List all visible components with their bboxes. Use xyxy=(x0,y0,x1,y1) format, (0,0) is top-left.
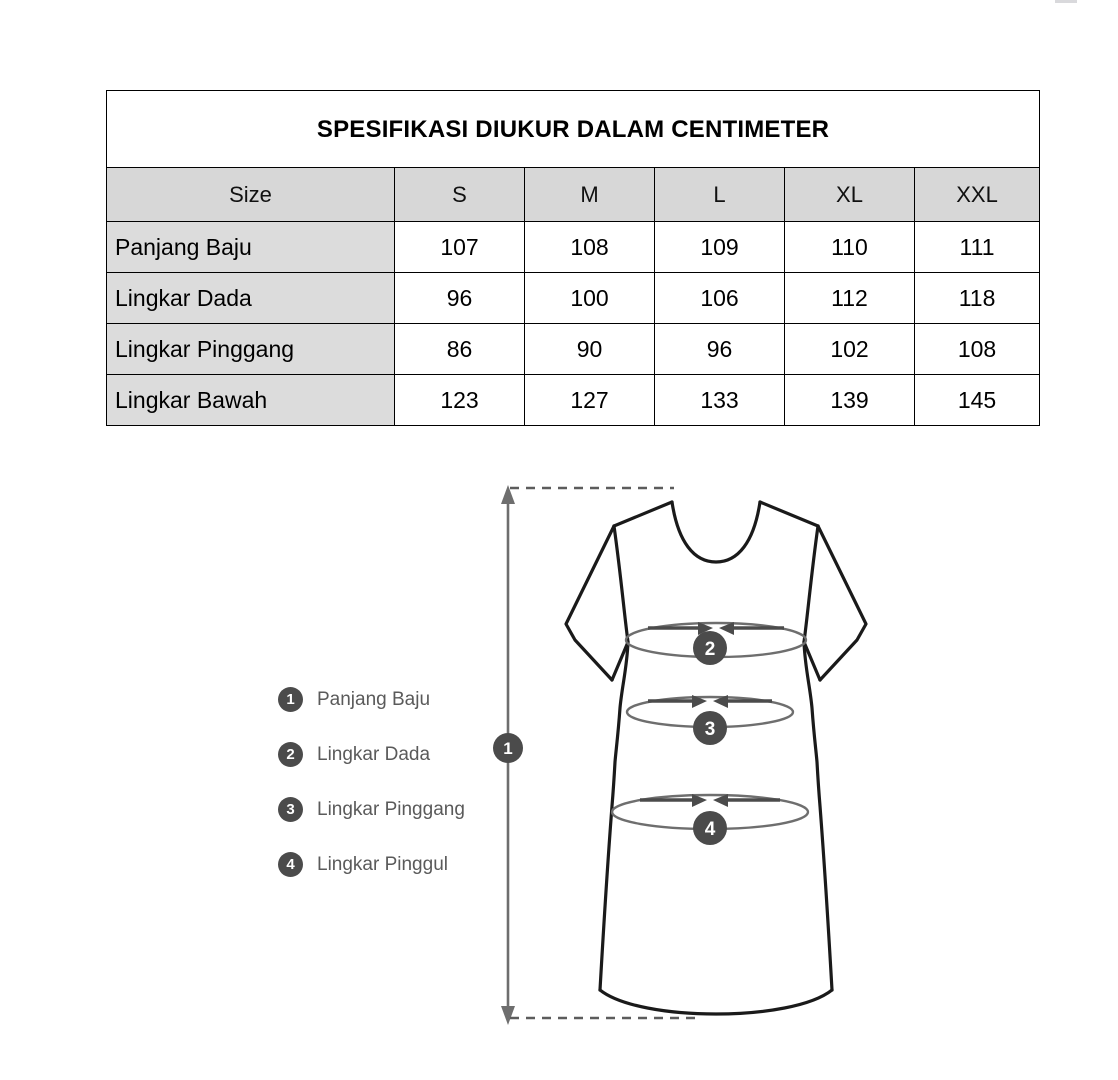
diagram-marker-4 xyxy=(693,811,727,845)
row-label-lingkar-bawah: Lingkar Bawah xyxy=(107,375,395,426)
cell-lingkar-dada-s: 96 xyxy=(395,273,525,324)
diagram-marker-2 xyxy=(693,631,727,665)
cell-lingkar-pinggang-xl: 102 xyxy=(785,324,915,375)
cell-lingkar-bawah-l: 133 xyxy=(655,375,785,426)
row-label-lingkar-pinggang: Lingkar Pinggang xyxy=(107,324,395,375)
legend-item-panjang-baju xyxy=(278,672,518,727)
legend-badge-2-icon: 2 xyxy=(278,742,303,767)
table-row xyxy=(107,375,1040,426)
legend-badge-4-icon: 4 xyxy=(278,852,303,877)
cell-lingkar-dada-l: 106 xyxy=(655,273,785,324)
length-arrow-down-icon xyxy=(501,1006,515,1025)
table-row xyxy=(107,222,1040,273)
cell-lingkar-bawah-xxl: 145 xyxy=(915,375,1040,426)
page-title: SPESIFIKASI DIUKUR DALAM CENTIMETER xyxy=(316,116,830,143)
legend-label-lingkar-dada: Lingkar Dada xyxy=(317,743,431,765)
size-chart-table xyxy=(106,90,1040,426)
marker-3-number: 3 xyxy=(704,719,716,740)
table-row xyxy=(107,324,1040,375)
cell-lingkar-bawah-xl: 139 xyxy=(785,375,915,426)
diagram-marker-3 xyxy=(693,711,727,745)
legend-badge-1-icon: 1 xyxy=(278,687,303,712)
cell-lingkar-pinggang-s: 86 xyxy=(395,324,525,375)
marker-4-number: 4 xyxy=(704,819,716,840)
cell-panjang-baju-s: 107 xyxy=(395,222,525,273)
table-header-row xyxy=(107,168,1040,222)
cell-panjang-baju-m: 108 xyxy=(525,222,655,273)
legend-badge-3-icon: 3 xyxy=(278,797,303,822)
column-header-xl: XL xyxy=(785,168,915,222)
table-title-cell xyxy=(107,91,1040,168)
legend-label-panjang-baju: Panjang Baju xyxy=(317,688,431,710)
cell-lingkar-bawah-s: 123 xyxy=(395,375,525,426)
cell-lingkar-dada-m: 100 xyxy=(525,273,655,324)
column-header-xxl: XXL xyxy=(915,168,1040,222)
legend-label-lingkar-pinggul: Lingkar Pinggul xyxy=(317,853,448,875)
row-label-lingkar-dada: Lingkar Dada xyxy=(107,273,395,324)
cell-panjang-baju-l: 109 xyxy=(655,222,785,273)
marker-1-number: 1 xyxy=(503,739,513,758)
length-guide-dashed-lines xyxy=(510,488,700,1018)
cell-lingkar-pinggang-m: 90 xyxy=(525,324,655,375)
cell-lingkar-dada-xxl: 118 xyxy=(915,273,1040,324)
dress-outline-icon xyxy=(566,502,866,1014)
legend-item-lingkar-pinggang xyxy=(278,782,518,837)
column-header-m: M xyxy=(525,168,655,222)
cell-lingkar-pinggang-l: 96 xyxy=(655,324,785,375)
measurement-legend xyxy=(278,672,518,892)
cell-lingkar-dada-xl: 112 xyxy=(785,273,915,324)
table-title-row xyxy=(107,91,1040,168)
table-row xyxy=(107,273,1040,324)
top-edge-artifact xyxy=(1055,0,1077,3)
column-header-s: S xyxy=(395,168,525,222)
marker-2-number: 2 xyxy=(704,639,716,660)
cell-lingkar-bawah-m: 127 xyxy=(525,375,655,426)
size-chart-table-container xyxy=(106,90,1031,426)
legend-label-lingkar-pinggang: Lingkar Pinggang xyxy=(317,798,465,820)
cell-lingkar-pinggang-xxl: 108 xyxy=(915,324,1040,375)
cell-panjang-baju-xl: 110 xyxy=(785,222,915,273)
column-header-size-label: Size xyxy=(107,168,395,222)
legend-item-lingkar-pinggul xyxy=(278,837,518,892)
dress-measurement-diagram xyxy=(0,450,1118,1080)
column-header-l: L xyxy=(655,168,785,222)
row-label-panjang-baju: Panjang Baju xyxy=(107,222,395,273)
legend-item-lingkar-dada xyxy=(278,727,518,782)
cell-panjang-baju-xxl: 111 xyxy=(915,222,1040,273)
